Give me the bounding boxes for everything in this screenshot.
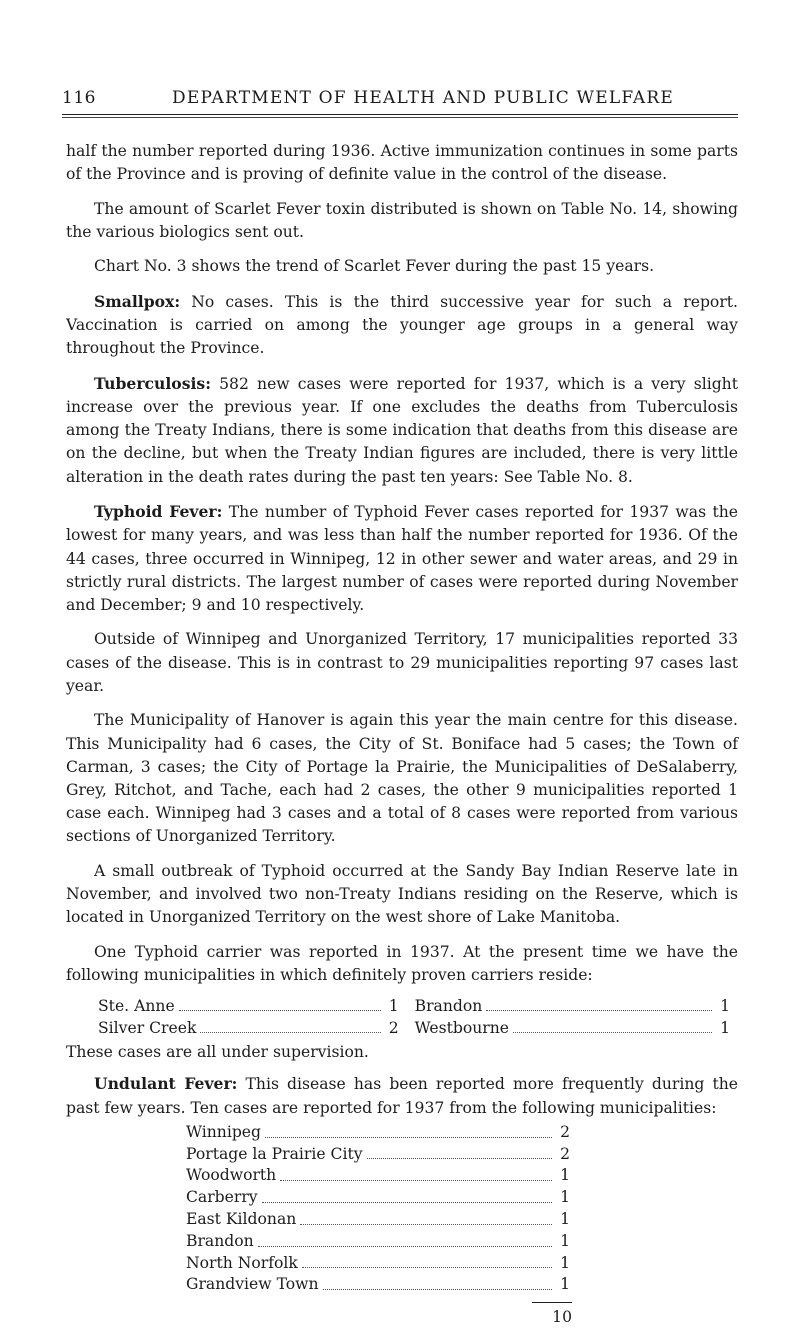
run-in-heading: Smallpox: [94, 291, 181, 311]
undulant-total: 10 [552, 1308, 572, 1327]
carriers-list [98, 995, 738, 1039]
page-header [62, 88, 738, 116]
list-item: Silver Creek 2 [98, 1019, 399, 1038]
running-head: DEPARTMENT OF HEALTH AND PUBLIC WELFARE [172, 88, 674, 108]
undulant-list [186, 1122, 570, 1329]
total-rule [532, 1302, 572, 1303]
paragraph-smallpox: Smallpox: No cases. This is the third successive year for such a report. Vaccination is carried on among the younger age groups in a general way throughout the Province. [66, 291, 738, 358]
list-item: Carberry 1 [186, 1188, 570, 1207]
paragraph-undulant: Undulant Fever: This disease has been reported more frequently during the past few years. Ten cases are reported for 1937 from the following municipalities: [66, 1074, 738, 1117]
header-rule [62, 114, 738, 115]
paragraph-tuberculosis: Tuberculosis: 582 new cases were reported for 1937, which is a very slight increase over the previous year. If one excludes the deaths from Tuberculosis among the Treaty Indians, there is some indication that deaths from this disease are on the decline, but when the Treaty Indian figures are included, there is very little alteration in the death rates during the past ten years: See Table No. 8. [66, 373, 738, 486]
list-item: Woodworth 1 [186, 1166, 570, 1185]
list-item: Brandon 1 [186, 1231, 570, 1250]
paragraph: The amount of Scarlet Fever toxin distributed is shown on Table No. 14, showing the various biologics sent out. [66, 199, 738, 241]
paragraph: One Typhoid carrier was reported in 1937. At the present time we have the following municipalities in which definitely proven carriers reside: [66, 942, 738, 984]
list-item: Westbourne 1 [414, 1019, 730, 1038]
paragraph: half the number reported during 1936. Active immunization continues in some parts of the Province and is proving of definite value in the control of the disease. [66, 142, 738, 184]
list-item: Portage la Prairie City 2 [186, 1144, 570, 1163]
list-item: North Norfolk 1 [186, 1253, 570, 1272]
paragraph: Chart No. 3 shows the trend of Scarlet Fever during the past 15 years. [94, 257, 655, 276]
paragraph: The Municipality of Hanover is again this year the main centre for this disease. This Municipality had 6 cases, the City of St. Boniface had 5 cases; the Town of Carman, 3 cases; the City of Portage la Prairie, the Municipalities of DeSalaberry, Grey, Ritchot, and Tache, each had 2 cases, the other 9 municipalities reported 1 case each. Winnipeg had 3 cases and a total of 8 cases were reported from various sections of Unorganized Territory. [66, 711, 738, 846]
list-item: Winnipeg 2 [186, 1122, 570, 1141]
list-item: Brandon 1 [414, 997, 730, 1016]
list-row [98, 995, 738, 1017]
paragraph-typhoid: Typhoid Fever: The number of Typhoid Fever cases reported for 1937 was the lowest for many years, and was less than half the number reported for 1936. Of the 44 cases, three occurred in Winnipeg, 12 in other sewer and water areas, and 29 in strictly rural districts. The largest number of cases were reported during November and December; 9 and 10 respectively. [66, 502, 738, 614]
list-item: East Kildonan 1 [186, 1209, 570, 1228]
paragraph: Outside of Winnipeg and Unorganized Territory, 17 municipalities reported 33 cases of the disease. This is in contrast to 29 municipalities reporting 97 cases last year. [66, 630, 738, 695]
run-in-heading: Tuberculosis: [94, 373, 211, 393]
paragraph: A small outbreak of Typhoid occurred at the Sandy Bay Indian Reserve late in November, and involved two non-Treaty Indians residing on the Reserve, which is located in Unorganized Territory on the west shore of Lake Manitoba. [66, 861, 738, 927]
list-item: Grandview Town 1 [186, 1275, 570, 1294]
page-number: 116 [62, 88, 96, 108]
run-in-heading: Typhoid Fever: [94, 502, 223, 522]
header-rule-thin [62, 117, 738, 118]
body-text [66, 140, 738, 1329]
run-in-heading: Undulant Fever: [94, 1074, 238, 1094]
list-row [98, 1017, 738, 1039]
list-item: Ste. Anne 1 [98, 997, 399, 1016]
carriers-note: These cases are all under supervision. [66, 1043, 369, 1062]
